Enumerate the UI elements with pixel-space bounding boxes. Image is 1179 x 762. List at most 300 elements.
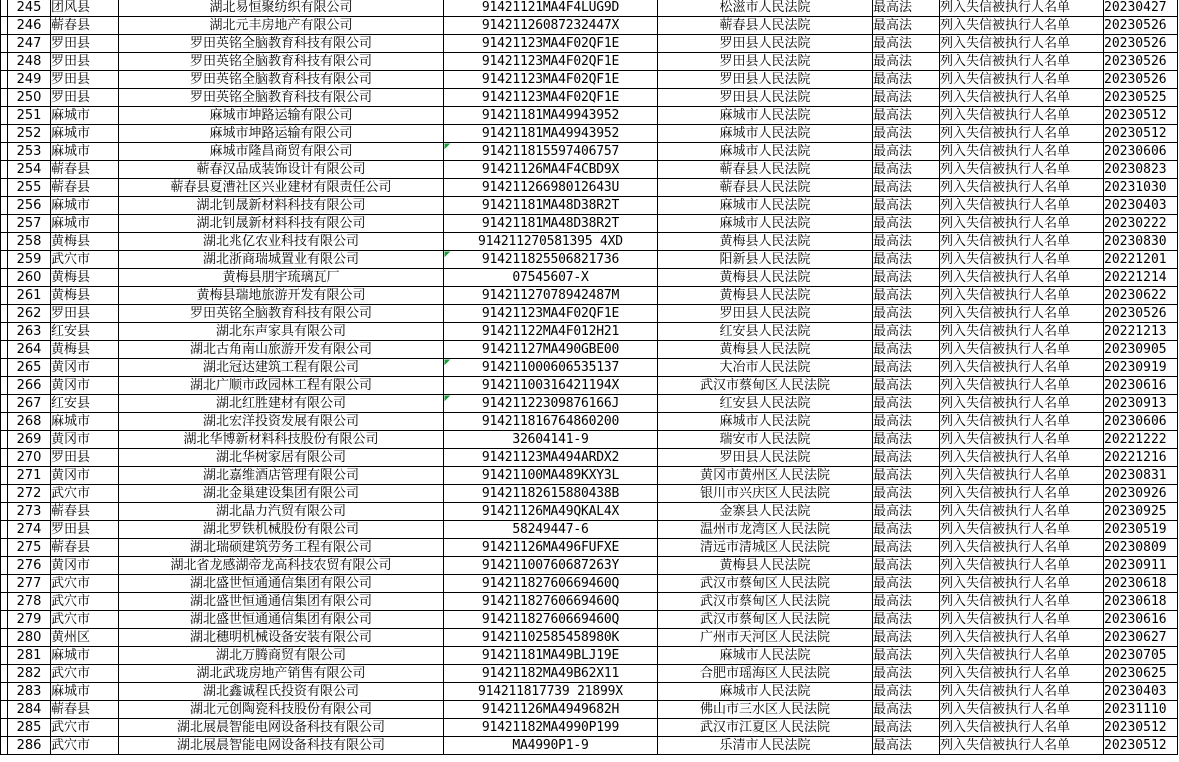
company-name-cell[interactable]: 湖北穗明机械设备安装有限公司	[119, 629, 444, 647]
row-number-cell[interactable]: 272	[8, 485, 51, 503]
row-header-cell[interactable]	[1, 143, 8, 161]
county-cell[interactable]: 武穴市	[51, 593, 119, 611]
county-cell[interactable]: 武穴市	[51, 575, 119, 593]
status-cell[interactable]: 列入失信被执行人名单	[940, 107, 1104, 125]
court-cell[interactable]: 松滋市人民法院	[658, 0, 873, 17]
company-name-cell[interactable]: 湖北冠达建筑工程有限公司	[119, 359, 444, 377]
court-cell[interactable]: 合肥市瑶海区人民法院	[658, 665, 873, 683]
county-cell[interactable]: 黄冈市	[51, 359, 119, 377]
row-header-cell[interactable]	[1, 341, 8, 359]
company-name-cell[interactable]: 湖北元创陶瓷科技股份有限公司	[119, 701, 444, 719]
company-name-cell[interactable]: 黄梅县瑞地旅游开发有限公司	[119, 287, 444, 305]
date-cell[interactable]: 20230809	[1104, 539, 1178, 557]
court-cell[interactable]: 温州市龙湾区人民法院	[658, 521, 873, 539]
court-cell[interactable]: 武汉市江夏区人民法院	[658, 719, 873, 737]
court-cell[interactable]: 黄梅县人民法院	[658, 557, 873, 575]
row-number-cell[interactable]: 285	[8, 719, 51, 737]
county-cell[interactable]: 麻城市	[51, 647, 119, 665]
date-cell[interactable]: 20230403	[1104, 683, 1178, 701]
source-cell[interactable]: 最高法	[873, 17, 940, 35]
credit-code-cell[interactable]: 58249447-6	[444, 521, 658, 539]
date-cell[interactable]: 20230222	[1104, 215, 1178, 233]
status-cell[interactable]: 列入失信被执行人名单	[940, 431, 1104, 449]
row-header-cell[interactable]	[1, 251, 8, 269]
row-header-cell[interactable]	[1, 467, 8, 485]
county-cell[interactable]: 团风县	[51, 0, 119, 17]
court-cell[interactable]: 佛山市三水区人民法院	[658, 701, 873, 719]
company-name-cell[interactable]: 蕲春汉品成装饰设计有限公司	[119, 161, 444, 179]
source-cell[interactable]: 最高法	[873, 521, 940, 539]
row-number-cell[interactable]: 264	[8, 341, 51, 359]
row-header-cell[interactable]	[1, 665, 8, 683]
row-header-cell[interactable]	[1, 737, 8, 755]
date-cell[interactable]: 20230622	[1104, 287, 1178, 305]
status-cell[interactable]: 列入失信被执行人名单	[940, 89, 1104, 107]
credit-code-cell[interactable]: 914211816764860200	[444, 413, 658, 431]
row-number-cell[interactable]: 283	[8, 683, 51, 701]
court-cell[interactable]: 罗田县人民法院	[658, 35, 873, 53]
row-number-cell[interactable]: 269	[8, 431, 51, 449]
court-cell[interactable]: 麻城市人民法院	[658, 197, 873, 215]
credit-code-cell[interactable]: 07545607-X	[444, 269, 658, 287]
date-cell[interactable]: 20230526	[1104, 53, 1178, 71]
date-cell[interactable]: 20230606	[1104, 143, 1178, 161]
county-cell[interactable]: 红安县	[51, 395, 119, 413]
date-cell[interactable]: 20221216	[1104, 449, 1178, 467]
credit-code-cell[interactable]: 91421126MA49QKAL4X	[444, 503, 658, 521]
date-cell[interactable]: 20230606	[1104, 413, 1178, 431]
date-cell[interactable]: 20230512	[1104, 125, 1178, 143]
source-cell[interactable]: 最高法	[873, 359, 940, 377]
court-cell[interactable]: 麻城市人民法院	[658, 125, 873, 143]
row-header-cell[interactable]	[1, 323, 8, 341]
row-header-cell[interactable]	[1, 197, 8, 215]
row-number-cell[interactable]: 268	[8, 413, 51, 431]
company-name-cell[interactable]: 湖北浙商瑞城置业有限公司	[119, 251, 444, 269]
row-header-cell[interactable]	[1, 629, 8, 647]
date-cell[interactable]: 20231110	[1104, 701, 1178, 719]
row-number-cell[interactable]: 257	[8, 215, 51, 233]
status-cell[interactable]: 列入失信被执行人名单	[940, 701, 1104, 719]
status-cell[interactable]: 列入失信被执行人名单	[940, 629, 1104, 647]
credit-code-cell[interactable]: 91421122309876166J	[444, 395, 658, 413]
company-name-cell[interactable]: 湖北盛世恒通通信集团有限公司	[119, 611, 444, 629]
company-name-cell[interactable]: 罗田英铭全脑教育科技有限公司	[119, 71, 444, 89]
status-cell[interactable]: 列入失信被执行人名单	[940, 179, 1104, 197]
court-cell[interactable]: 麻城市人民法院	[658, 683, 873, 701]
credit-code-cell[interactable]: 91421121MA4F4LUG9D	[444, 0, 658, 17]
source-cell[interactable]: 最高法	[873, 557, 940, 575]
date-cell[interactable]: 20230526	[1104, 17, 1178, 35]
status-cell[interactable]: 列入失信被执行人名单	[940, 413, 1104, 431]
company-name-cell[interactable]: 罗田英铭全脑教育科技有限公司	[119, 89, 444, 107]
credit-code-cell[interactable]: 914211000606535137	[444, 359, 658, 377]
source-cell[interactable]: 最高法	[873, 0, 940, 17]
row-header-cell[interactable]	[1, 35, 8, 53]
court-cell[interactable]: 武汉市蔡甸区人民法院	[658, 611, 873, 629]
row-number-cell[interactable]: 251	[8, 107, 51, 125]
credit-code-cell[interactable]: 91421127MA490GBE00	[444, 341, 658, 359]
row-header-cell[interactable]	[1, 215, 8, 233]
court-cell[interactable]: 阳新县人民法院	[658, 251, 873, 269]
source-cell[interactable]: 最高法	[873, 53, 940, 71]
date-cell[interactable]: 20230627	[1104, 629, 1178, 647]
credit-code-cell[interactable]: 91421181MA48D38R2T	[444, 215, 658, 233]
company-name-cell[interactable]: 湖北武珑房地产销售有限公司	[119, 665, 444, 683]
source-cell[interactable]: 最高法	[873, 719, 940, 737]
date-cell[interactable]: 20230526	[1104, 35, 1178, 53]
row-number-cell[interactable]: 258	[8, 233, 51, 251]
company-name-cell[interactable]: 湖北红胜建材有限公司	[119, 395, 444, 413]
row-number-cell[interactable]: 265	[8, 359, 51, 377]
county-cell[interactable]: 武穴市	[51, 737, 119, 755]
row-number-cell[interactable]: 266	[8, 377, 51, 395]
court-cell[interactable]: 黄梅县人民法院	[658, 269, 873, 287]
county-cell[interactable]: 麻城市	[51, 197, 119, 215]
status-cell[interactable]: 列入失信被执行人名单	[940, 575, 1104, 593]
status-cell[interactable]: 列入失信被执行人名单	[940, 593, 1104, 611]
row-number-cell[interactable]: 253	[8, 143, 51, 161]
source-cell[interactable]: 最高法	[873, 179, 940, 197]
status-cell[interactable]: 列入失信被执行人名单	[940, 35, 1104, 53]
row-header-cell[interactable]	[1, 395, 8, 413]
date-cell[interactable]: 20230525	[1104, 89, 1178, 107]
source-cell[interactable]: 最高法	[873, 89, 940, 107]
date-cell[interactable]: 20230618	[1104, 575, 1178, 593]
source-cell[interactable]: 最高法	[873, 197, 940, 215]
county-cell[interactable]: 罗田县	[51, 521, 119, 539]
company-name-cell[interactable]: 湖北钊晟新材料科技有限公司	[119, 215, 444, 233]
status-cell[interactable]: 列入失信被执行人名单	[940, 449, 1104, 467]
company-name-cell[interactable]: 湖北兆亿农业科技有限公司	[119, 233, 444, 251]
date-cell[interactable]: 20230831	[1104, 467, 1178, 485]
row-number-cell[interactable]: 245	[8, 0, 51, 17]
county-cell[interactable]: 麻城市	[51, 215, 119, 233]
row-header-cell[interactable]	[1, 719, 8, 737]
date-cell[interactable]: 20230618	[1104, 593, 1178, 611]
status-cell[interactable]: 列入失信被执行人名单	[940, 665, 1104, 683]
date-cell[interactable]: 20221222	[1104, 431, 1178, 449]
company-name-cell[interactable]: 黄梅县朋宇琉璃瓦厂	[119, 269, 444, 287]
source-cell[interactable]: 最高法	[873, 323, 940, 341]
status-cell[interactable]: 列入失信被执行人名单	[940, 323, 1104, 341]
row-number-cell[interactable]: 270	[8, 449, 51, 467]
credit-code-cell[interactable]: 91421181MA49BLJ19E	[444, 647, 658, 665]
row-header-cell[interactable]	[1, 431, 8, 449]
row-number-cell[interactable]: 273	[8, 503, 51, 521]
status-cell[interactable]: 列入失信被执行人名单	[940, 539, 1104, 557]
status-cell[interactable]: 列入失信被执行人名单	[940, 647, 1104, 665]
date-cell[interactable]: 20230526	[1104, 71, 1178, 89]
row-number-cell[interactable]: 259	[8, 251, 51, 269]
court-cell[interactable]: 麻城市人民法院	[658, 107, 873, 125]
date-cell[interactable]: 20230616	[1104, 377, 1178, 395]
row-header-cell[interactable]	[1, 305, 8, 323]
status-cell[interactable]: 列入失信被执行人名单	[940, 377, 1104, 395]
credit-code-cell[interactable]: 91421182615880438B	[444, 485, 658, 503]
court-cell[interactable]: 黄梅县人民法院	[658, 287, 873, 305]
credit-code-cell[interactable]: 91421123MA4F02QF1E	[444, 35, 658, 53]
company-name-cell[interactable]: 湖北华博新材料科技股份有限公司	[119, 431, 444, 449]
credit-code-cell[interactable]: 91421182760669460Q	[444, 593, 658, 611]
county-cell[interactable]: 麻城市	[51, 107, 119, 125]
company-name-cell[interactable]: 麻城市隆昌商贸有限公司	[119, 143, 444, 161]
county-cell[interactable]: 麻城市	[51, 683, 119, 701]
court-cell[interactable]: 麻城市人民法院	[658, 143, 873, 161]
court-cell[interactable]: 大冶市人民法院	[658, 359, 873, 377]
date-cell[interactable]: 20221214	[1104, 269, 1178, 287]
court-cell[interactable]: 罗田县人民法院	[658, 449, 873, 467]
source-cell[interactable]: 最高法	[873, 269, 940, 287]
row-header-cell[interactable]	[1, 683, 8, 701]
company-name-cell[interactable]: 湖北省龙感湖帝龙高科技农贸有限公司	[119, 557, 444, 575]
court-cell[interactable]: 武汉市蔡甸区人民法院	[658, 575, 873, 593]
county-cell[interactable]: 武穴市	[51, 485, 119, 503]
company-name-cell[interactable]: 蕲春县夏漕社区兴业建材有限责任公司	[119, 179, 444, 197]
credit-code-cell[interactable]: 914211817739 21899X	[444, 683, 658, 701]
date-cell[interactable]: 20230925	[1104, 503, 1178, 521]
row-header-cell[interactable]	[1, 521, 8, 539]
county-cell[interactable]: 蕲春县	[51, 179, 119, 197]
credit-code-cell[interactable]: 91421123MA4F02QF1E	[444, 71, 658, 89]
court-cell[interactable]: 黄梅县人民法院	[658, 233, 873, 251]
source-cell[interactable]: 最高法	[873, 665, 940, 683]
row-number-cell[interactable]: 280	[8, 629, 51, 647]
row-number-cell[interactable]: 262	[8, 305, 51, 323]
source-cell[interactable]: 最高法	[873, 215, 940, 233]
court-cell[interactable]: 麻城市人民法院	[658, 647, 873, 665]
county-cell[interactable]: 武穴市	[51, 665, 119, 683]
row-header-cell[interactable]	[1, 539, 8, 557]
court-cell[interactable]: 麻城市人民法院	[658, 215, 873, 233]
row-header-cell[interactable]	[1, 449, 8, 467]
credit-code-cell[interactable]: 91421182760669460Q	[444, 611, 658, 629]
company-name-cell[interactable]: 湖北晶力汽贸有限公司	[119, 503, 444, 521]
county-cell[interactable]: 武穴市	[51, 251, 119, 269]
county-cell[interactable]: 罗田县	[51, 449, 119, 467]
court-cell[interactable]: 广州市天河区人民法院	[658, 629, 873, 647]
source-cell[interactable]: 最高法	[873, 125, 940, 143]
county-cell[interactable]: 蕲春县	[51, 539, 119, 557]
county-cell[interactable]: 黄梅县	[51, 269, 119, 287]
row-number-cell[interactable]: 256	[8, 197, 51, 215]
credit-code-cell[interactable]: 91421123MA4F02QF1E	[444, 53, 658, 71]
status-cell[interactable]: 列入失信被执行人名单	[940, 341, 1104, 359]
credit-code-cell[interactable]: 91421100760687263Y	[444, 557, 658, 575]
row-number-cell[interactable]: 281	[8, 647, 51, 665]
company-name-cell[interactable]: 罗田英铭全脑教育科技有限公司	[119, 305, 444, 323]
court-cell[interactable]: 罗田县人民法院	[658, 53, 873, 71]
row-header-cell[interactable]	[1, 107, 8, 125]
court-cell[interactable]: 武汉市蔡甸区人民法院	[658, 593, 873, 611]
court-cell[interactable]: 麻城市人民法院	[658, 413, 873, 431]
company-name-cell[interactable]: 湖北广顺市政园林工程有限公司	[119, 377, 444, 395]
court-cell[interactable]: 蕲春县人民法院	[658, 179, 873, 197]
credit-code-cell[interactable]: 91421181MA49943952	[444, 107, 658, 125]
row-header-cell[interactable]	[1, 161, 8, 179]
credit-code-cell[interactable]: 91421122MA4F012H21	[444, 323, 658, 341]
source-cell[interactable]: 最高法	[873, 341, 940, 359]
row-header-cell[interactable]	[1, 485, 8, 503]
status-cell[interactable]: 列入失信被执行人名单	[940, 557, 1104, 575]
county-cell[interactable]: 黄梅县	[51, 287, 119, 305]
row-header-cell[interactable]	[1, 17, 8, 35]
credit-code-cell[interactable]: MA4990P1-9	[444, 737, 658, 755]
row-number-cell[interactable]: 274	[8, 521, 51, 539]
county-cell[interactable]: 蕲春县	[51, 161, 119, 179]
court-cell[interactable]: 乐清市人民法院	[658, 737, 873, 755]
credit-code-cell[interactable]: 91421126087232447X	[444, 17, 658, 35]
source-cell[interactable]: 最高法	[873, 71, 940, 89]
credit-code-cell[interactable]: 91421126MA4F4CBD9X	[444, 161, 658, 179]
company-name-cell[interactable]: 湖北古角南山旅游开发有限公司	[119, 341, 444, 359]
row-number-cell[interactable]: 252	[8, 125, 51, 143]
date-cell[interactable]: 20230919	[1104, 359, 1178, 377]
credit-code-cell[interactable]: 91421126MA4949682H	[444, 701, 658, 719]
date-cell[interactable]: 20230403	[1104, 197, 1178, 215]
county-cell[interactable]: 罗田县	[51, 35, 119, 53]
row-number-cell[interactable]: 271	[8, 467, 51, 485]
credit-code-cell[interactable]: 91421182MA4990P199	[444, 719, 658, 737]
row-number-cell[interactable]: 278	[8, 593, 51, 611]
credit-code-cell[interactable]: 91421126698012643U	[444, 179, 658, 197]
court-cell[interactable]: 罗田县人民法院	[658, 71, 873, 89]
date-cell[interactable]: 20230512	[1104, 737, 1178, 755]
county-cell[interactable]: 麻城市	[51, 125, 119, 143]
county-cell[interactable]: 蕲春县	[51, 17, 119, 35]
court-cell[interactable]: 罗田县人民法院	[658, 89, 873, 107]
date-cell[interactable]: 20230625	[1104, 665, 1178, 683]
county-cell[interactable]: 黄冈市	[51, 467, 119, 485]
date-cell[interactable]: 20230905	[1104, 341, 1178, 359]
date-cell[interactable]: 20230926	[1104, 485, 1178, 503]
row-number-cell[interactable]: 282	[8, 665, 51, 683]
status-cell[interactable]: 列入失信被执行人名单	[940, 467, 1104, 485]
source-cell[interactable]: 最高法	[873, 107, 940, 125]
county-cell[interactable]: 蕲春县	[51, 503, 119, 521]
company-name-cell[interactable]: 罗田英铭全脑教育科技有限公司	[119, 35, 444, 53]
source-cell[interactable]: 最高法	[873, 647, 940, 665]
row-number-cell[interactable]: 279	[8, 611, 51, 629]
county-cell[interactable]: 红安县	[51, 323, 119, 341]
row-header-cell[interactable]	[1, 53, 8, 71]
credit-code-cell[interactable]: 91421182MA49B62X11	[444, 665, 658, 683]
status-cell[interactable]: 列入失信被执行人名单	[940, 251, 1104, 269]
row-number-cell[interactable]: 263	[8, 323, 51, 341]
row-header-cell[interactable]	[1, 269, 8, 287]
court-cell[interactable]: 金寨县人民法院	[658, 503, 873, 521]
row-number-cell[interactable]: 275	[8, 539, 51, 557]
date-cell[interactable]: 20230616	[1104, 611, 1178, 629]
date-cell[interactable]: 20230705	[1104, 647, 1178, 665]
credit-code-cell[interactable]: 91421126MA496FUFXE	[444, 539, 658, 557]
row-number-cell[interactable]: 260	[8, 269, 51, 287]
date-cell[interactable]: 20221201	[1104, 251, 1178, 269]
row-header-cell[interactable]	[1, 233, 8, 251]
court-cell[interactable]: 黄冈市黄州区人民法院	[658, 467, 873, 485]
company-name-cell[interactable]: 湖北鑫诚程氏投资有限公司	[119, 683, 444, 701]
credit-code-cell[interactable]: 91421181MA49943952	[444, 125, 658, 143]
county-cell[interactable]: 黄冈市	[51, 377, 119, 395]
source-cell[interactable]: 最高法	[873, 143, 940, 161]
source-cell[interactable]: 最高法	[873, 395, 940, 413]
court-cell[interactable]: 黄梅县人民法院	[658, 341, 873, 359]
company-name-cell[interactable]: 湖北宏洋投资发展有限公司	[119, 413, 444, 431]
source-cell[interactable]: 最高法	[873, 377, 940, 395]
county-cell[interactable]: 麻城市	[51, 143, 119, 161]
row-header-cell[interactable]	[1, 89, 8, 107]
county-cell[interactable]: 武穴市	[51, 611, 119, 629]
source-cell[interactable]: 最高法	[873, 575, 940, 593]
county-cell[interactable]: 黄梅县	[51, 233, 119, 251]
county-cell[interactable]: 黄梅县	[51, 341, 119, 359]
company-name-cell[interactable]: 麻城市坤路运输有限公司	[119, 125, 444, 143]
status-cell[interactable]: 列入失信被执行人名单	[940, 683, 1104, 701]
credit-code-cell[interactable]: 91421102585458980K	[444, 629, 658, 647]
row-number-cell[interactable]: 247	[8, 35, 51, 53]
court-cell[interactable]: 银川市兴庆区人民法院	[658, 485, 873, 503]
county-cell[interactable]: 蕲春县	[51, 701, 119, 719]
date-cell[interactable]: 20231030	[1104, 179, 1178, 197]
row-header-cell[interactable]	[1, 611, 8, 629]
court-cell[interactable]: 清远市清城区人民法院	[658, 539, 873, 557]
source-cell[interactable]: 最高法	[873, 593, 940, 611]
row-header-cell[interactable]	[1, 557, 8, 575]
status-cell[interactable]: 列入失信被执行人名单	[940, 143, 1104, 161]
company-name-cell[interactable]: 湖北展晨智能电网设备科技有限公司	[119, 737, 444, 755]
status-cell[interactable]: 列入失信被执行人名单	[940, 611, 1104, 629]
row-number-cell[interactable]: 276	[8, 557, 51, 575]
credit-code-cell[interactable]: 91421100MA489KXY3L	[444, 467, 658, 485]
credit-code-cell[interactable]: 914211825506821736	[444, 251, 658, 269]
company-name-cell[interactable]: 湖北钊晟新材料科技有限公司	[119, 197, 444, 215]
row-header-cell[interactable]	[1, 647, 8, 665]
court-cell[interactable]: 蕲春县人民法院	[658, 17, 873, 35]
row-header-cell[interactable]	[1, 287, 8, 305]
row-header-cell[interactable]	[1, 593, 8, 611]
date-cell[interactable]: 20230512	[1104, 107, 1178, 125]
source-cell[interactable]: 最高法	[873, 413, 940, 431]
status-cell[interactable]: 列入失信被执行人名单	[940, 161, 1104, 179]
source-cell[interactable]: 最高法	[873, 629, 940, 647]
row-number-cell[interactable]: 261	[8, 287, 51, 305]
credit-code-cell[interactable]: 91421182760669460Q	[444, 575, 658, 593]
source-cell[interactable]: 最高法	[873, 431, 940, 449]
status-cell[interactable]: 列入失信被执行人名单	[940, 233, 1104, 251]
credit-code-cell[interactable]: 91421127078942487M	[444, 287, 658, 305]
date-cell[interactable]: 20230911	[1104, 557, 1178, 575]
row-header-cell[interactable]	[1, 359, 8, 377]
source-cell[interactable]: 最高法	[873, 683, 940, 701]
status-cell[interactable]: 列入失信被执行人名单	[940, 53, 1104, 71]
company-name-cell[interactable]: 湖北盛世恒通通信集团有限公司	[119, 593, 444, 611]
status-cell[interactable]: 列入失信被执行人名单	[940, 269, 1104, 287]
company-name-cell[interactable]: 湖北嘉维酒店管理有限公司	[119, 467, 444, 485]
row-number-cell[interactable]: 277	[8, 575, 51, 593]
row-header-cell[interactable]	[1, 125, 8, 143]
row-header-cell[interactable]	[1, 701, 8, 719]
company-name-cell[interactable]: 湖北万腾商贸有限公司	[119, 647, 444, 665]
court-cell[interactable]: 红安县人民法院	[658, 323, 873, 341]
credit-code-cell[interactable]: 91421123MA4F02QF1E	[444, 305, 658, 323]
credit-code-cell[interactable]: 91421123MA494ARDX2	[444, 449, 658, 467]
status-cell[interactable]: 列入失信被执行人名单	[940, 395, 1104, 413]
row-header-cell[interactable]	[1, 377, 8, 395]
date-cell[interactable]: 20230519	[1104, 521, 1178, 539]
county-cell[interactable]: 黄州区	[51, 629, 119, 647]
company-name-cell[interactable]: 湖北华树家居有限公司	[119, 449, 444, 467]
source-cell[interactable]: 最高法	[873, 539, 940, 557]
